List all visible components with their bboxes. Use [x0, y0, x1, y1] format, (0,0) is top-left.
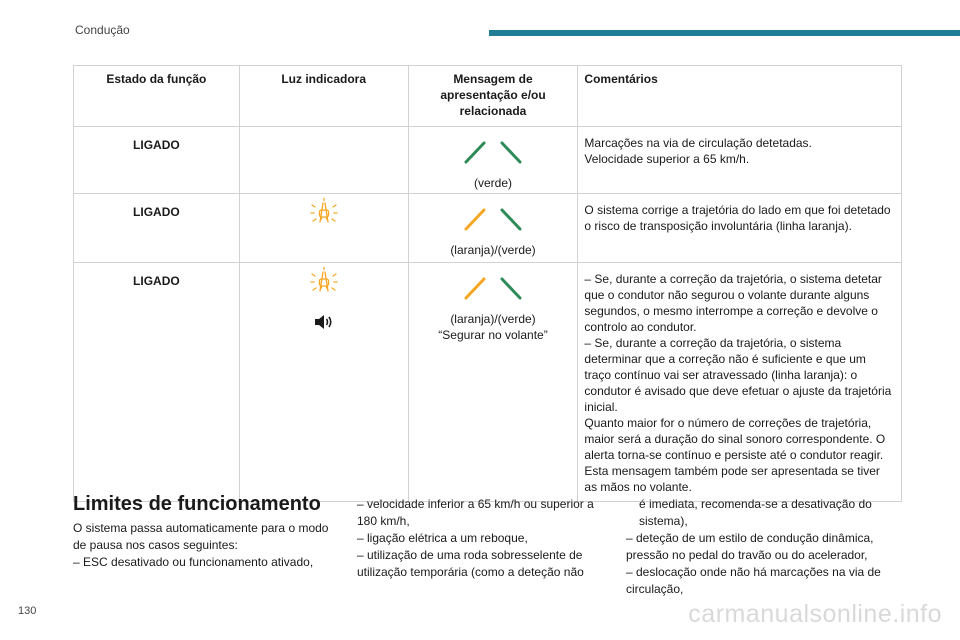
lane-lines [409, 206, 578, 232]
watermark: carmanualsonline.info [688, 600, 942, 628]
column-header-message: Mensagem de apresentação e/ou relacionada [408, 66, 578, 127]
table-row [74, 194, 902, 263]
message-cell [408, 127, 578, 194]
state-cell: LIGADO [74, 127, 240, 194]
limits-column-1 [73, 520, 335, 571]
lane-keep-warning-icon [309, 266, 339, 296]
table-header-row [74, 66, 902, 127]
table-row [74, 263, 902, 502]
section-header: Condução [75, 23, 130, 37]
table-row [74, 127, 902, 194]
list-item: – ligação elétrica a um reboque, [357, 531, 528, 545]
indicator-cell [239, 194, 408, 263]
state-cell: LIGADO [74, 263, 240, 502]
column-header-indicator: Luz indicadora [239, 66, 408, 127]
section-title: Limites de funcionamento [73, 493, 321, 515]
message-cell [408, 194, 578, 263]
list-item-continued: é imediata, recomenda-se a desativação do sistema), [639, 497, 872, 528]
comment-line: Velocidade superior a 65 km/h. [584, 152, 750, 166]
list-item: – deslocação onde não há marcações na via de circulação, [626, 565, 881, 596]
column-header-comments: Comentários [578, 66, 902, 127]
lane-line-green-icon [498, 139, 524, 165]
list-item: – velocidade inferior a 65 km/h ou superior a 180 km/h, [357, 497, 594, 528]
message-cell [408, 263, 578, 502]
comment-line: Esta mensagem também pode ser apresentada se tiver as mãos no volante. [584, 464, 880, 494]
lane-line-orange-icon [462, 206, 488, 232]
message-caption: (laranja)/(verde) [450, 312, 536, 326]
comments-cell [578, 127, 902, 194]
column-header-state: Estado da função [74, 66, 240, 127]
limits-column-3 [626, 496, 902, 598]
comments-cell [578, 263, 902, 502]
header-accent-bar [489, 30, 960, 36]
comment-line: Marcações na via de circulação detetadas. [584, 136, 812, 150]
state-cell: LIGADO [74, 194, 240, 263]
comment-line: Quanto maior for o número de correções de trajetória, maior será a duração do sinal sonoro correspondente. O alerta torna-se contínuo e persiste até o condutor reagir. [584, 416, 886, 462]
limits-column-2 [357, 496, 607, 581]
speaker-sound-icon [313, 312, 335, 332]
paragraph: O sistema passa automaticamente para o modo de pausa nos casos seguintes: [73, 521, 329, 552]
indicator-cell [239, 263, 408, 502]
message-caption-secondary: “Segurar no volante” [438, 328, 548, 342]
list-item: – deteção de um estilo de condução dinâmica, pressão no pedal do travão ou do acelerador, [626, 531, 874, 562]
lane-keep-warning-icon [309, 197, 339, 227]
list-item: – utilização de uma roda sobresselente de utilização temporária (como a deteção não [357, 548, 584, 579]
comments-cell [578, 194, 902, 263]
list-item: – ESC desativado ou funcionamento ativado, [73, 555, 314, 569]
lane-lines [409, 139, 578, 165]
page-number: 130 [18, 605, 37, 617]
lane-line-green-icon [462, 139, 488, 165]
message-caption: (laranja)/(verde) [450, 243, 536, 257]
lane-lines [409, 275, 578, 301]
comment-line: – Se, durante a correção da trajetória, o sistema detetar que o condutor não segurou o volante durante alguns segundos, o mesmo interrompe a correção e devolve o controlo ao condutor. [584, 272, 882, 334]
lane-line-green-icon [498, 206, 524, 232]
indicator-cell [239, 127, 408, 194]
function-status-table [73, 65, 902, 502]
lane-line-green-icon [498, 275, 524, 301]
comment-line: – Se, durante a correção da trajetória, o sistema determinar que a correção não é suficiente e que um traço contínuo vai ser atravessado (linha laranja): o condutor é avisado que deve efetuar o ajuste da trajetória inicial. [584, 336, 892, 414]
comment-line: O sistema corrige a trajetória do lado em que foi detetado o risco de transposição involuntária (linha laranja). [584, 203, 891, 233]
message-caption: (verde) [473, 176, 512, 190]
lane-line-orange-icon [462, 275, 488, 301]
